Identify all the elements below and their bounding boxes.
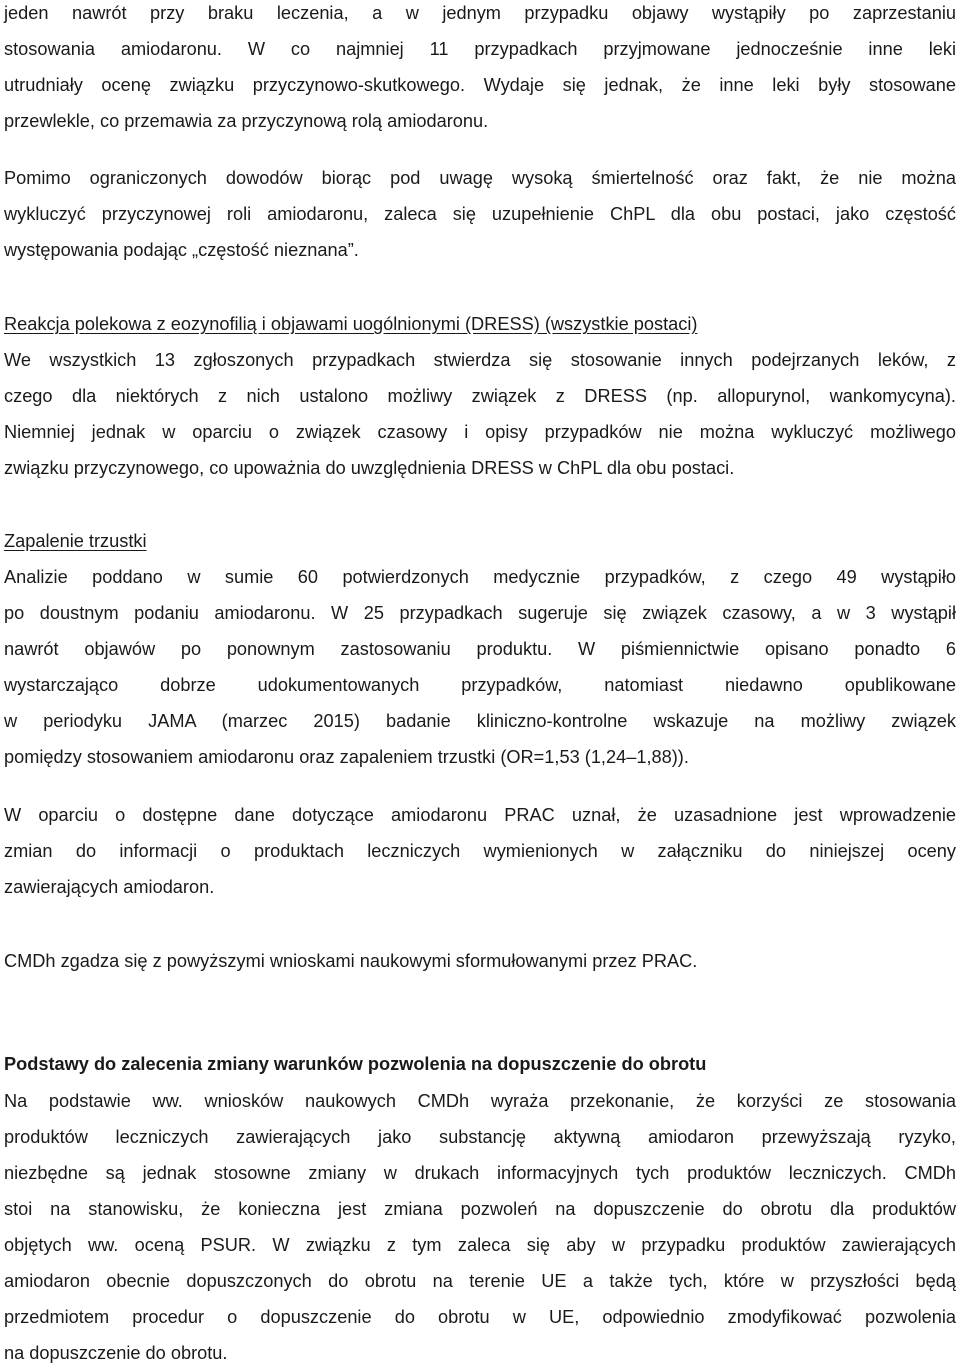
text-line: po doustnym podaniu amiodaronu. W 25 przypadkach sugeruje się związek czasowy, a w 3 wystąpił [4, 603, 956, 623]
paragraph-pancreatitis [4, 559, 956, 775]
text-line: występowania podając „częstość nieznana”. [4, 240, 359, 260]
text-line: w periodyku JAMA (marzec 2015) badanie kliniczno-kontrolne wskazuje na możliwy związek [4, 711, 956, 731]
text-line: amiodaron obecnie dopuszczonych do obrotu na terenie UE a także tych, które w przyszłości będą [4, 1271, 956, 1291]
heading-text: Zapalenie trzustki [4, 531, 147, 551]
paragraph-dress [4, 342, 956, 486]
text-line: na dopuszczenie do obrotu. [4, 1343, 228, 1363]
paragraph-grounds [4, 1083, 956, 1371]
paragraph-cmdh-agreement [4, 943, 956, 979]
text-line: Analizie poddano w sumie 60 potwierdzonych medycznie przypadków, z czego 49 wystąpiło [4, 567, 956, 587]
text-line: nawrót objawów po ponownym zastosowaniu produktu. W piśmiennictwie opisano ponadto 6 [4, 639, 956, 659]
paragraph-frequency-recommendation [4, 160, 956, 268]
text-line: zmian do informacji o produktach leczniczych wymienionych w załączniku do niniejszej oceny [4, 841, 956, 861]
heading-text: Reakcja polekowa z eozynofilią i objawami uogólnionymi (DRESS) (wszystkie postaci) [4, 314, 698, 334]
paragraph-clinical-cases [4, 0, 956, 139]
text-line: przedmiotem procedur o dopuszczenie do obrotu w UE, odpowiednio zmodyfikować pozwolenia [4, 1307, 956, 1327]
text-line: stosowania amiodaronu. W co najmniej 11 przypadkach przyjmowane jednocześnie inne leki [4, 39, 956, 59]
section-heading-pancreatitis [4, 523, 956, 559]
text-line: Pomimo ograniczonych dowodów biorąc pod uwagę wysoką śmiertelność oraz fakt, że nie można [4, 168, 956, 188]
text-line: We wszystkich 13 zgłoszonych przypadkach stwierdza się stosowanie innych podejrzanych leków, z [4, 350, 956, 370]
text-line: związku przyczynowego, co upoważnia do uwzględnienia DRESS w ChPL dla obu postaci. [4, 458, 735, 478]
text-line: CMDh zgadza się z powyższymi wnioskami naukowymi sformułowanymi przez PRAC. [4, 951, 698, 971]
text-line: Na podstawie ww. wniosków naukowych CMDh wyraża przekonanie, że korzyści ze stosowania [4, 1091, 956, 1111]
text-line: przewlekle, co przemawia za przyczynową rolą amiodaronu. [4, 111, 489, 131]
text-line: objętych ww. oceną PSUR. W związku z tym zaleca się aby w przypadku produktów zawierających [4, 1235, 956, 1255]
section-heading-grounds [4, 1046, 956, 1082]
text-line: niezbędne są jednak stosowne zmiany w drukach informacyjnych tych produktów leczniczych. CMDh [4, 1163, 956, 1183]
section-heading-dress [4, 306, 956, 342]
text-line: pomiędzy stosowaniem amiodaronu oraz zapaleniem trzustki (OR=1,53 (1,24–1,88)). [4, 747, 689, 767]
text-line: Niemniej jednak w oparciu o związek czasowy i opisy przypadków nie można wykluczyć możliwego [4, 422, 956, 442]
text-line: czego dla niektórych z nich ustalono możliwy związek z DRESS (np. allopurynol, wankomycyna). [4, 386, 956, 406]
text-line: wykluczyć przyczynowej roli amiodaronu, zaleca się uzupełnienie ChPL dla obu postaci, jako częstość [4, 204, 956, 224]
text-line: produktów leczniczych zawierających jako substancję aktywną amiodaron przewyższają ryzyko, [4, 1127, 956, 1147]
heading-text: Podstawy do zalecenia zmiany warunków pozwolenia na dopuszczenie do obrotu [4, 1054, 707, 1074]
text-line: jeden nawrót przy braku leczenia, a w jednym przypadku objawy wystąpiły po zaprzestaniu [4, 3, 956, 23]
text-line: utrudniały ocenę związku przyczynowo-skutkowego. Wydaje się jednak, że inne leki były stosowane [4, 75, 956, 95]
text-line: zawierających amiodaron. [4, 877, 215, 897]
text-line: stoi na stanowisku, że konieczna jest zmiana pozwoleń na dopuszczenie do obrotu dla produktów [4, 1199, 956, 1219]
text-line: W oparciu o dostępne dane dotyczące amiodaronu PRAC uznał, że uzasadnione jest wprowadzenie [4, 805, 956, 825]
text-line: wystarczająco dobrze udokumentowanych przypadków, natomiast niedawno opublikowane [4, 675, 956, 695]
paragraph-prac-conclusion [4, 797, 956, 905]
